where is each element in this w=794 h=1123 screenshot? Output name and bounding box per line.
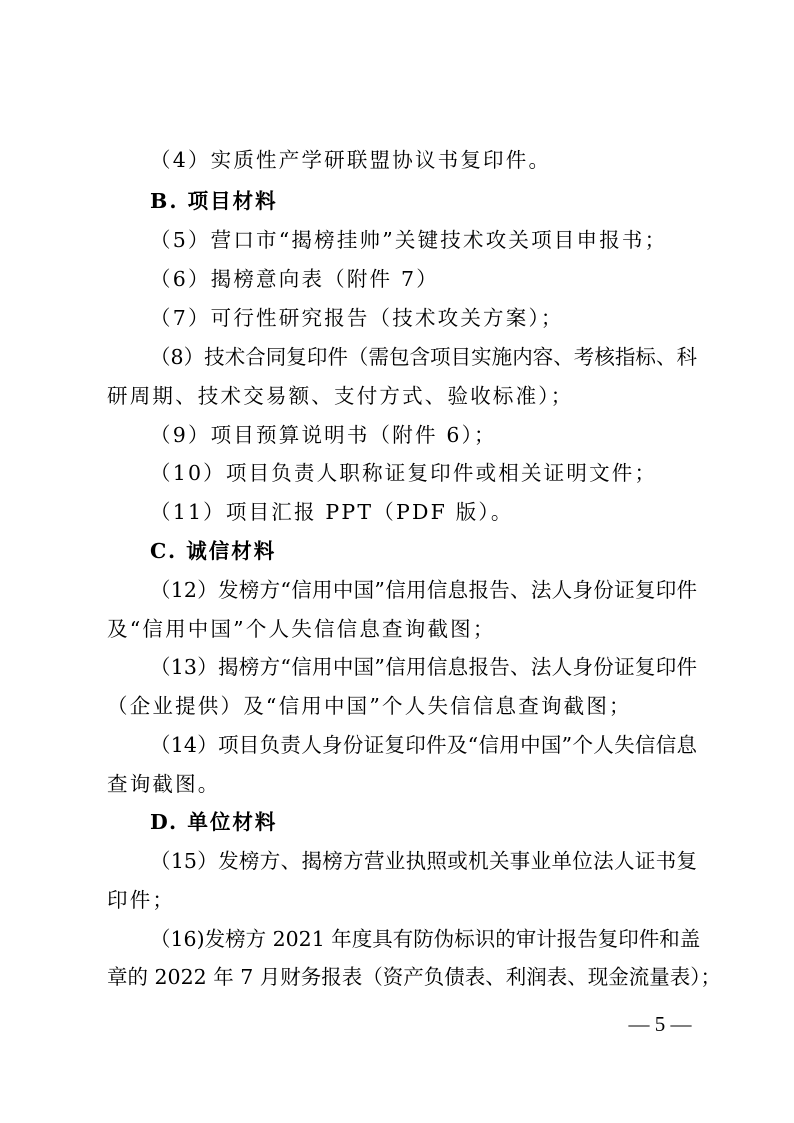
- list-item-13-line2: （企业提供）及“信用中国”个人失信信息查询截图；: [107, 694, 632, 718]
- page-number: — 5 —: [628, 1012, 692, 1036]
- list-item-12-line1: （12）发榜方“信用中国”信用信息报告、法人身份证复印件: [150, 578, 697, 602]
- list-item-13-line1: （13）揭榜方“信用中国”信用信息报告、法人身份证复印件: [150, 655, 697, 679]
- section-heading-c: C. 诚信材料: [150, 539, 277, 563]
- list-item-11: （11）项目汇报 PPT（PDF 版）。: [150, 500, 514, 524]
- list-item-9: （9）项目预算说明书（附件 6）；: [150, 423, 497, 447]
- list-item-4: （4）实质性产学研联盟协议书复印件。: [150, 148, 552, 172]
- list-item-15-line2: 印件；: [107, 888, 176, 912]
- section-heading-d: D. 单位材料: [150, 810, 278, 834]
- list-item-12-line2: 及“信用中国”个人失信信息查询截图；: [107, 617, 496, 641]
- list-item-8-line2: 研周期、技术交易额、支付方式、验收标准）；: [107, 384, 574, 408]
- list-item-14-line2: 查询截图。: [107, 772, 221, 796]
- list-item-5: （5）营口市“揭榜挂帅”关键技术攻关项目申报书；: [150, 228, 668, 252]
- list-item-10: （10）项目负责人职称证复印件或相关证明文件；: [150, 461, 658, 485]
- list-item-14-line1: （14）项目负责人身份证复印件及“信用中国”个人失信信息: [150, 733, 697, 757]
- list-item-6: （6）揭榜意向表（附件 7）: [150, 267, 439, 291]
- list-item-16-line1: （16)发榜方 2021 年度具有防伪标识的审计报告复印件和盖: [150, 927, 701, 951]
- list-item-7: （7）可行性研究报告（技术攻关方案）；: [150, 306, 564, 330]
- list-item-16-line2: 章的 2022 年 7 月财务报表（资产负债表、利润表、现金流量表）；: [107, 965, 722, 989]
- section-heading-b: B. 项目材料: [150, 189, 278, 213]
- list-item-15-line1: （15）发榜方、揭榜方营业执照或机关事业单位法人证书复: [150, 849, 697, 873]
- list-item-8-line1: （8）技术合同复印件（需包含项目实施内容、考核指标、科: [150, 345, 697, 369]
